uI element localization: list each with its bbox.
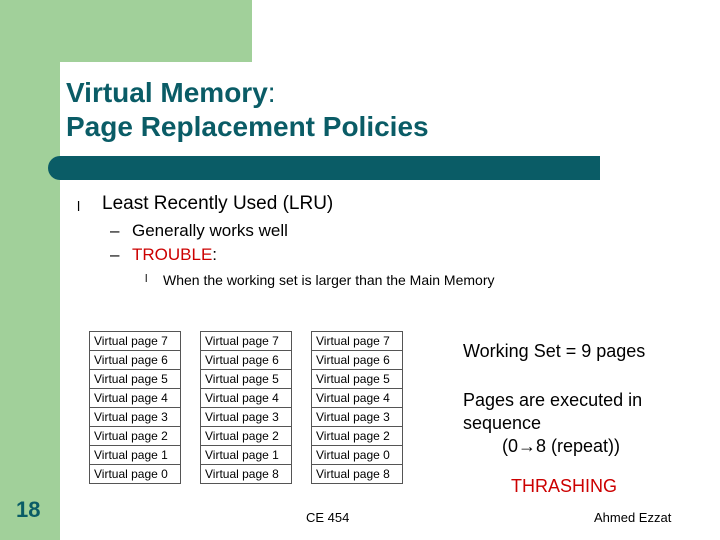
table-row — [201, 408, 292, 427]
table-row — [90, 427, 181, 446]
bullet-marker-l1: l — [77, 198, 81, 214]
slide-title — [66, 76, 429, 144]
table-row — [90, 446, 181, 465]
table-cell: Virtual page 4 — [90, 389, 181, 408]
execution-note-line1: Pages are executed in — [463, 390, 643, 410]
table-cell: Virtual page 3 — [201, 408, 292, 427]
table-cell: Virtual page 3 — [312, 408, 403, 427]
table-cell: Virtual page 5 — [90, 370, 181, 389]
table-row — [312, 465, 403, 484]
table-cell: Virtual page 7 — [90, 332, 181, 351]
table-row — [312, 389, 403, 408]
table-cell: Virtual page 0 — [312, 446, 403, 465]
table-row — [201, 427, 292, 446]
thrashing-label: THRASHING — [511, 476, 618, 496]
title-divider-bar — [48, 156, 600, 180]
table-cell: Virtual page 5 — [201, 370, 292, 389]
table-row — [201, 465, 292, 484]
table-row — [312, 446, 403, 465]
table-cell: Virtual page 2 — [312, 427, 403, 446]
table-cell: Virtual page 2 — [90, 427, 181, 446]
table-row — [90, 332, 181, 351]
top-accent-band — [60, 0, 252, 62]
table-cell: Virtual page 0 — [90, 465, 181, 484]
table-row — [201, 446, 292, 465]
table-cell: Virtual page 7 — [201, 332, 292, 351]
table-row — [90, 465, 181, 484]
table-cell: Virtual page 7 — [312, 332, 403, 351]
left-accent-band — [0, 0, 60, 540]
title-colon: : — [267, 77, 276, 108]
table-row — [90, 389, 181, 408]
page-table-1 — [89, 331, 181, 484]
table-row — [201, 370, 292, 389]
table-cell: Virtual page 1 — [201, 446, 292, 465]
title-line2: Page Replacement Policies — [66, 111, 429, 142]
page-table-2 — [200, 331, 292, 484]
table-cell: Virtual page 8 — [201, 465, 292, 484]
table-cell: Virtual page 3 — [90, 408, 181, 427]
table-row — [201, 389, 292, 408]
bullet-lru: Least Recently Used (LRU) — [102, 193, 334, 214]
sub-sub-bullet-working-set: When the working set is larger than the Main Memory — [163, 272, 495, 288]
trouble-label: TROUBLE — [132, 245, 213, 264]
table-cell: Virtual page 5 — [312, 370, 403, 389]
table-cell: Virtual page 4 — [201, 389, 292, 408]
footer-author: Ahmed Ezzat — [594, 510, 672, 525]
bullet-marker-l3: l — [145, 273, 148, 285]
execution-note-line2: sequence — [463, 413, 542, 433]
table-row — [312, 370, 403, 389]
table-row — [312, 408, 403, 427]
execution-note-line3: (0→8 (repeat)) — [502, 436, 621, 456]
table-cell: Virtual page 6 — [201, 351, 292, 370]
dash-marker-1: – — [110, 221, 120, 240]
table-row — [90, 351, 181, 370]
table-cell: Virtual page 2 — [201, 427, 292, 446]
table-row — [90, 370, 181, 389]
table-cell: Virtual page 1 — [90, 446, 181, 465]
trouble-colon: : — [212, 245, 218, 264]
table-row — [312, 351, 403, 370]
sub-bullet-trouble — [132, 245, 217, 265]
sub-bullet-works-well: Generally works well — [132, 221, 288, 240]
working-set-note: Working Set = 9 pages — [463, 341, 646, 361]
table-row — [312, 332, 403, 351]
table-cell: Virtual page 6 — [90, 351, 181, 370]
table-cell: Virtual page 8 — [312, 465, 403, 484]
table-row — [90, 408, 181, 427]
table-row — [201, 332, 292, 351]
page-table-3 — [311, 331, 403, 484]
table-cell: Virtual page 6 — [312, 351, 403, 370]
dash-marker-2: – — [110, 245, 120, 264]
table-cell: Virtual page 4 — [312, 389, 403, 408]
table-row — [201, 351, 292, 370]
title-line1: Virtual Memory — [66, 77, 268, 108]
slide-number: 18 — [16, 497, 41, 522]
footer-course: CE 454 — [306, 510, 350, 525]
table-row — [312, 427, 403, 446]
